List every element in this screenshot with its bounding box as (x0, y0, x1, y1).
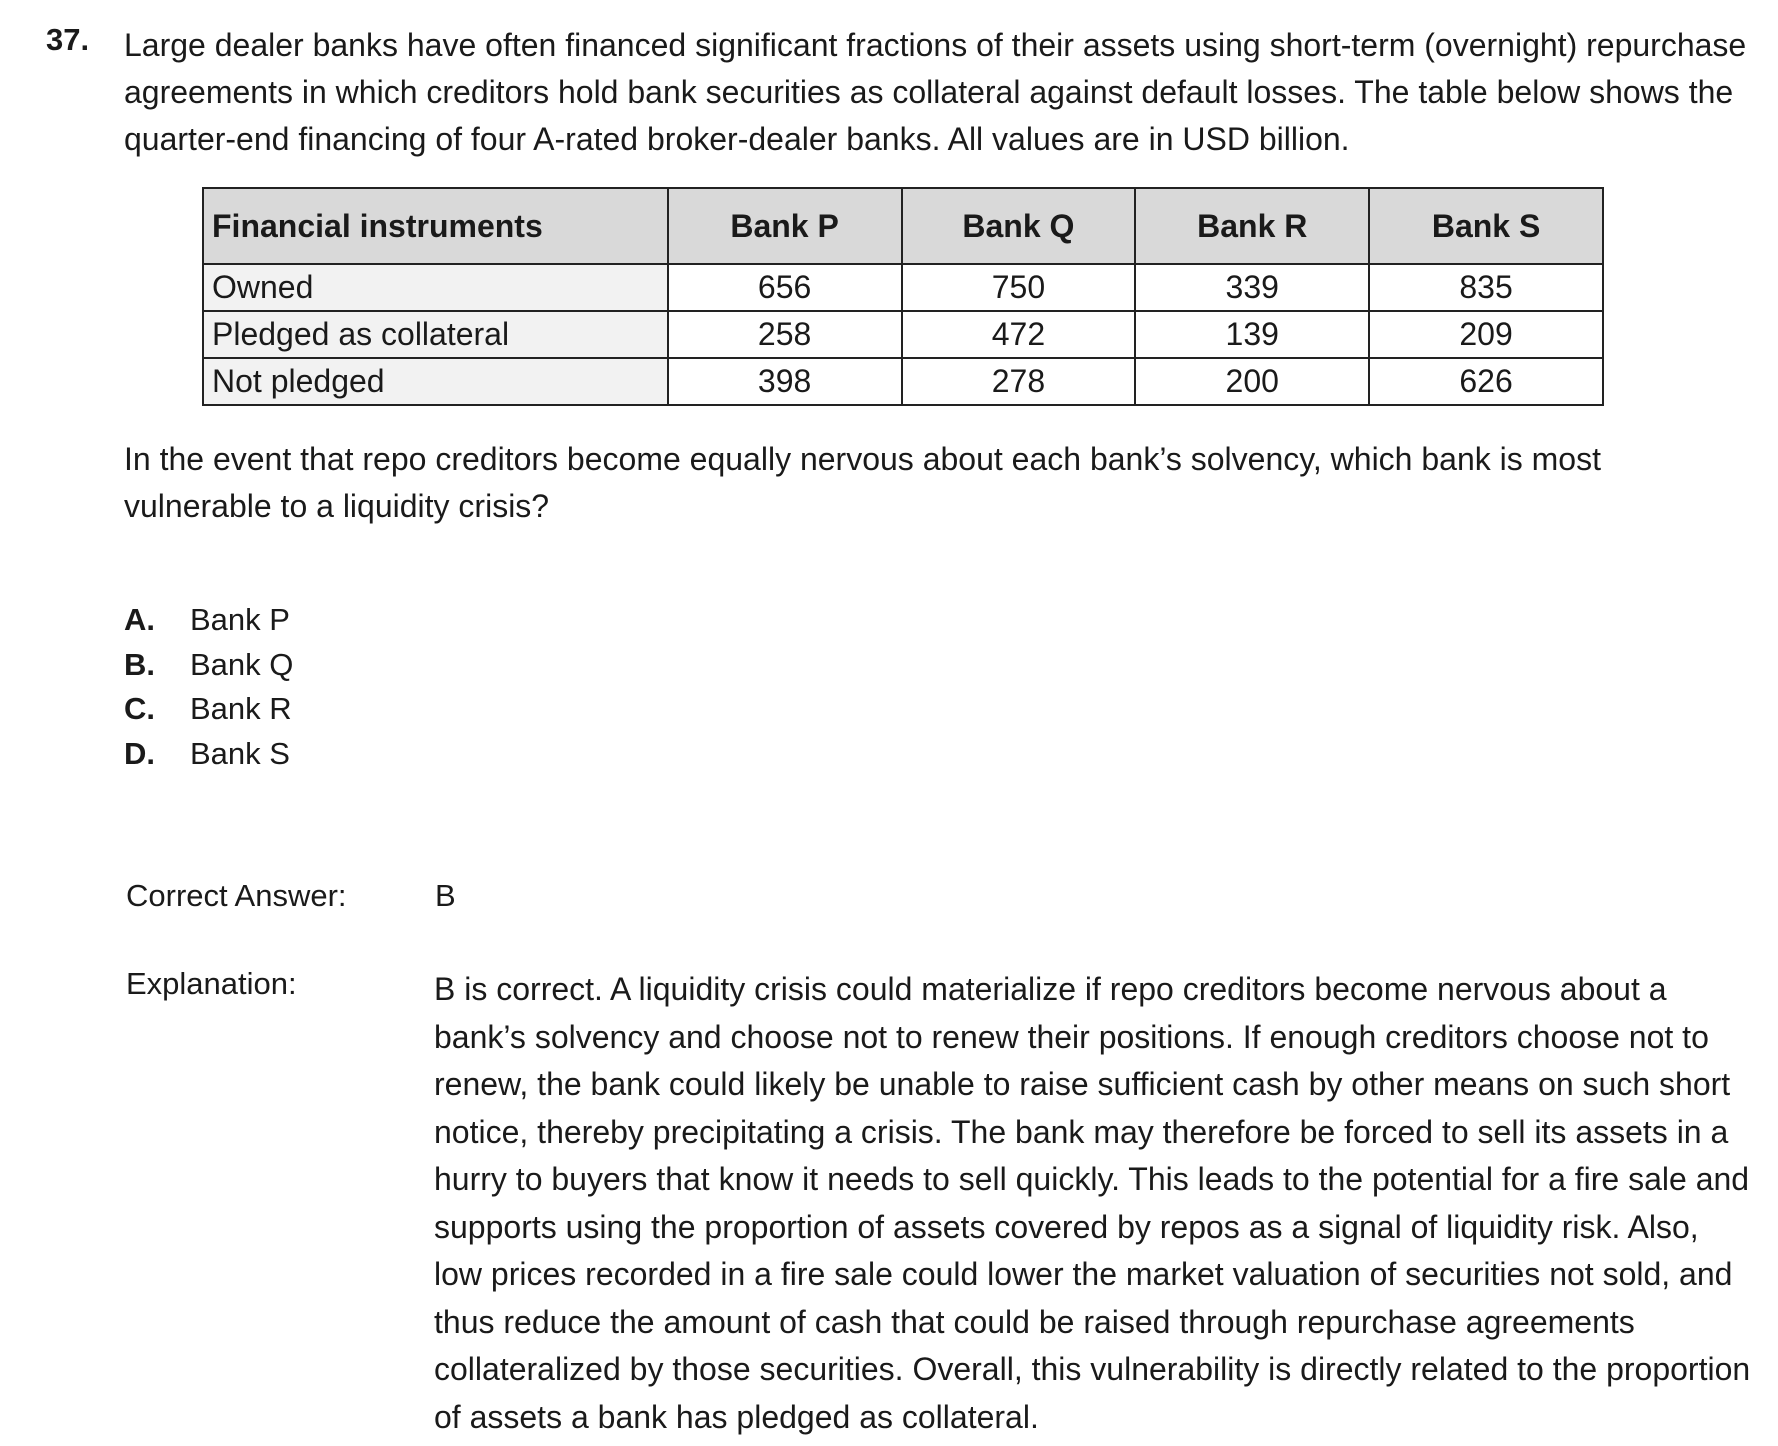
column-header: Financial instruments (203, 188, 668, 264)
option-a (124, 598, 293, 643)
table-cell: 339 (1135, 264, 1369, 311)
table-cell: 472 (902, 311, 1136, 358)
option-b (124, 643, 293, 688)
row-label: Pledged as collateral (203, 311, 668, 358)
column-header: Bank R (1135, 188, 1369, 264)
table-cell: 750 (902, 264, 1136, 311)
column-header: Bank S (1369, 188, 1603, 264)
table-row (203, 358, 1603, 405)
table-cell: 209 (1369, 311, 1603, 358)
table-cell: 258 (668, 311, 902, 358)
table-cell: 278 (902, 358, 1136, 405)
answer-options (124, 598, 293, 776)
question-number: 37. (46, 22, 90, 57)
table-header-row (203, 188, 1603, 264)
row-label: Not pledged (203, 358, 668, 405)
table-cell: 200 (1135, 358, 1369, 405)
correct-answer-value: B (435, 878, 456, 913)
table-row (203, 264, 1603, 311)
option-text: Bank Q (190, 646, 294, 682)
financing-table (202, 187, 1604, 406)
correct-answer-label: Correct Answer: (126, 878, 347, 913)
table-cell: 656 (668, 264, 902, 311)
row-label: Owned (203, 264, 668, 311)
option-d (124, 732, 293, 777)
option-letter: B. (124, 646, 155, 682)
column-header: Bank P (668, 188, 902, 264)
table-cell: 626 (1369, 358, 1603, 405)
option-letter: A. (124, 602, 155, 637)
table-cell: 398 (668, 358, 902, 405)
table-cell: 139 (1135, 311, 1369, 358)
explanation-label: Explanation: (126, 966, 297, 1001)
option-letter: C. (124, 691, 155, 726)
column-header: Bank Q (902, 188, 1136, 264)
option-letter: D. (124, 735, 155, 771)
option-text: Bank R (190, 691, 292, 726)
table-cell: 835 (1369, 264, 1603, 311)
question-prompt: In the event that repo creditors become equally nervous about each bank’s solvency, which bank is most vulnerable to a liquidity crisis? (124, 441, 1601, 524)
option-c (124, 687, 293, 732)
option-text: Bank S (190, 735, 290, 771)
question-stem: Large dealer banks have often financed significant fractions of their assets using short-term (overnight) repurchase agreements in which creditors hold bank securities as collateral against default losses. The table below shows the quarter-end financing of four A-rated broker-dealer banks. All values are in USD billion. (124, 27, 1747, 157)
explanation-text: B is correct. A liquidity crisis could materialize if repo creditors become nervous about a bank’s solvency and choose not to renew their positions. If enough creditors choose not to renew, the bank could likely be unable to raise sufficient cash by other means on such short notice, thereby precipitating a crisis. The bank may therefore be forced to sell its assets in a hurry to buyers that know it needs to sell quickly. This leads to the potential for a fire sale and supports using the proportion of assets covered by repos as a signal of liquidity risk. Also, low prices recorded in a fire sale could lower the market valuation of securities not sold, and thus reduce the amount of cash that could be raised through repurchase agreements collateralized by those securities. Overall, this vulnerability is directly related to the proportion of assets a bank has pledged as collateral. (434, 971, 1751, 1435)
table-row (203, 311, 1603, 358)
option-text: Bank P (190, 602, 290, 637)
